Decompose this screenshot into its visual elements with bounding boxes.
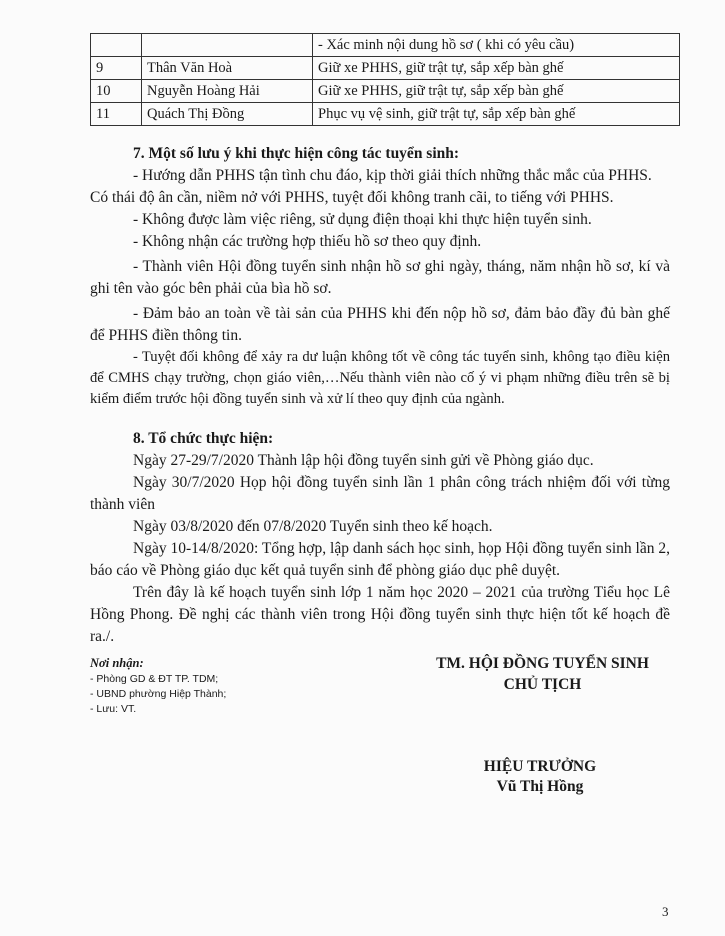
paragraph: Ngày 30/7/2020 Họp hội đồng tuyển sinh lần 1 phân công trách nhiệm đối với từng thành viên [90, 474, 670, 513]
row-number: 10 [91, 80, 142, 103]
paragraph: - Đảm bảo an toàn về tài sản của PHHS khi đến nộp hồ sơ, đảm bảo đầy đủ bàn ghế để PHHS điền thông tin. [90, 305, 670, 344]
section-7-heading: 7. Một số lưu ý khi thực hiện công tác tuyển sinh: [133, 145, 460, 162]
staff-table [90, 33, 680, 126]
staff-name: Quách Thị Đồng [142, 103, 313, 126]
recipient-item: - Lưu: VT. [90, 703, 137, 715]
signer-role: HIỆU TRƯỞNG [483, 758, 597, 775]
paragraph: - Tuyệt đối không để xảy ra dư luận không tốt về công tác tuyển sinh, không tạo điều kiện để CMHS chạy trường, chọn giáo viên,…Nếu thành viên nào cố ý vi phạm những điều trên sẽ bị kiểm điểm trước hội đồng tuyển sinh và xử lí theo quy định của ngành. [90, 349, 670, 407]
paragraph: Ngày 10-14/8/2020: Tổng hợp, lập danh sách học sinh, họp Hội đồng tuyển sinh lần 2, báo cáo về Phòng giáo dục kết quả tuyển sinh để phòng giáo dục phê duyệt. [90, 540, 670, 579]
row-number: 9 [91, 57, 142, 80]
staff-name: Thân Văn Hoà [142, 57, 313, 80]
table-row [91, 34, 680, 57]
staff-task: Phục vụ vệ sinh, giữ trật tự, sắp xếp bàn ghế [313, 103, 680, 126]
signature-line-2: CHỦ TỊCH [503, 676, 582, 693]
signature-line-1: TM. HỘI ĐỒNG TUYỂN SINH [436, 655, 649, 672]
signer-name: Vũ Thị Hồng [496, 778, 584, 795]
section-8-heading: 8. Tổ chức thực hiện: [133, 430, 274, 447]
signature-name-block [450, 757, 630, 797]
row-number [91, 34, 142, 57]
signature-header [400, 653, 685, 695]
staff-name [142, 34, 313, 57]
staff-task: Giữ xe PHHS, giữ trật tự, sắp xếp bàn ghế [313, 80, 680, 103]
page-number: 3 [662, 904, 669, 919]
paragraph: Ngày 03/8/2020 đến 07/8/2020 Tuyển sinh theo kế hoạch. [133, 518, 493, 535]
paragraph: - Không nhận các trường hợp thiếu hồ sơ theo quy định. [133, 233, 482, 250]
table-row [91, 80, 680, 103]
staff-name: Nguyễn Hoàng Hải [142, 80, 313, 103]
staff-task: Giữ xe PHHS, giữ trật tự, sắp xếp bàn ghế [313, 57, 680, 80]
table-row [91, 57, 680, 80]
paragraph: - Hướng dẫn PHHS tận tình chu đáo, kịp thời giải thích những thắc mắc của PHHS. [133, 167, 652, 184]
paragraph: Ngày 27-29/7/2020 Thành lập hội đồng tuyển sinh gửi về Phòng giáo dục. [133, 452, 594, 469]
recipients-title: Nơi nhận: [90, 656, 144, 670]
recipient-item: - Phòng GD & ĐT TP. TDM; [90, 673, 219, 685]
row-number: 11 [91, 103, 142, 126]
paragraph: - Không được làm việc riêng, sử dụng điện thoại khi thực hiện tuyển sinh. [133, 211, 592, 228]
table-row [91, 103, 680, 126]
paragraph: Có thái độ ân cần, niềm nở với PHHS, tuyệt đối không tranh cãi, to tiếng với PHHS. [90, 189, 614, 206]
section-8 [90, 428, 670, 648]
paragraph: - Thành viên Hội đồng tuyển sinh nhận hồ sơ ghi ngày, tháng, năm nhận hồ sơ, kí và ghi tên vào góc bên phải của bìa hồ sơ. [90, 258, 670, 297]
recipients-block [90, 655, 330, 717]
section-7 [90, 143, 670, 410]
paragraph: Trên đây là kế hoạch tuyển sinh lớp 1 năm học 2020 – 2021 của trường Tiểu học Lê Hồng Phong. Đề nghị các thành viên trong Hội đồng tuyển sinh thực hiện tốt kế hoạch đề ra./. [90, 584, 670, 645]
staff-task: - Xác minh nội dung hồ sơ ( khi có yêu cầu) [313, 34, 680, 57]
recipient-item: - UBND phường Hiệp Thành; [90, 688, 227, 700]
